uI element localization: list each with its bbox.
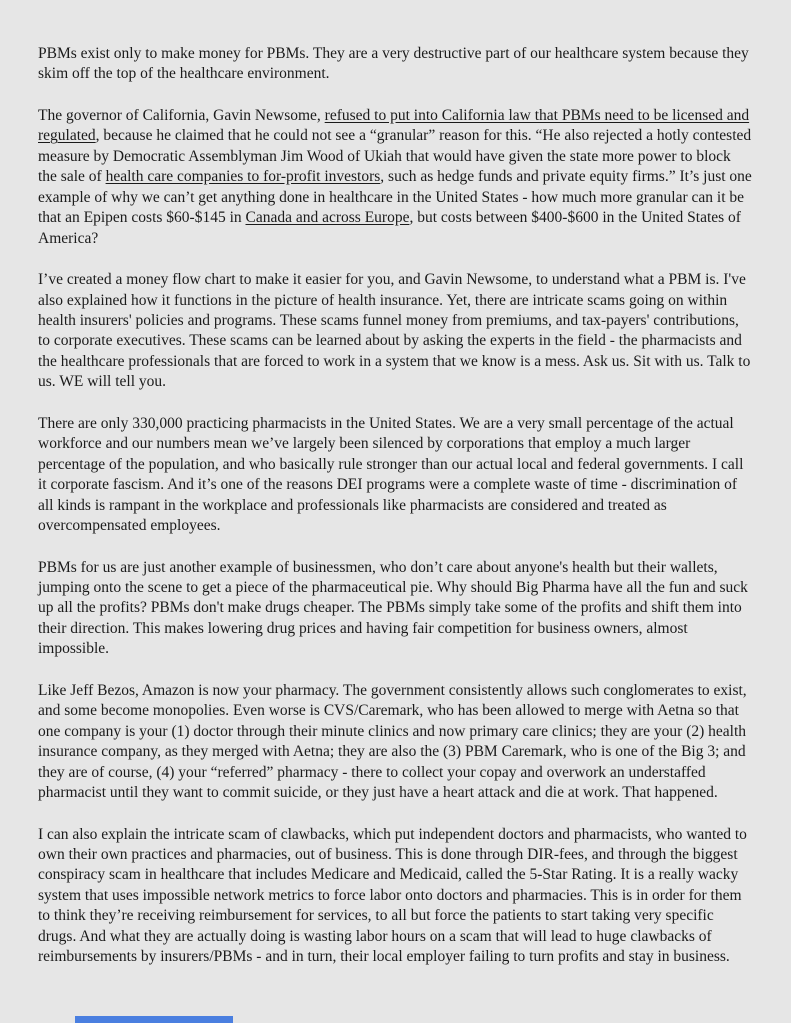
inline-link[interactable]: refused to put into California law that PBMs need to be licensed and regulated (38, 106, 750, 145)
inline-link[interactable]: health care companies to for-profit investors (105, 168, 381, 186)
paragraph-4 (38, 414, 753, 537)
paragraph-2 (38, 106, 753, 249)
text-segment: , such as hedge funds and private equity firms.” It’s just one example of why we can’t get anything done in healthcare in the United States - how much more granular can it be that an Epipen costs $60-$145 in (38, 168, 752, 227)
text-segment: I can also explain the intricate scam of clawbacks, which put independent doctors and pharmacists, who wanted to own their own practices and pharmacies, out of business. This is done through DIR-fees, and through the biggest conspiracy scam in healthcare that includes Medicare and Medicaid, called the 5-Star Rating. It is a really wacky system that uses impossible network metrics to force labor onto doctors and pharmacies. This is in order for them to think they’re receiving reimbursement for services, to all but force the patients to start taking very specific drugs. And what they are actually doing is wasting labor hours on a scam that will lead to huge clawbacks of reimbursements by insurers/PBMs - and in turn, their local employer failing to turn profits and stay in business. (38, 825, 747, 966)
text-segment: , but costs between $400-$600 in the United States of America? (38, 209, 741, 247)
paragraph-7 (38, 825, 753, 968)
text-segment: There are only 330,000 practicing pharmacists in the United States. We are a very small percentage of the actual workforce and our numbers mean we’ve largely been silenced by corporations that employ a much larger percentage of the population, and who basically rule stronger than our actual local and federal governments. I call it corporate fascism. And it’s one of the reasons DEI programs were a complete waste of time - discrimination of all kinds is rampant in the workplace and professionals like pharmacists are considered and treated as overcompensated employees. (38, 414, 744, 535)
paragraph-3 (38, 270, 753, 393)
text-segment: PBMs exist only to make money for PBMs. They are a very destructive part of our healthcare system because they skim off the top of the healthcare environment. (38, 45, 749, 83)
bottom-partial-element[interactable] (75, 1016, 233, 1023)
inline-link[interactable]: Canada and across Europe (245, 209, 410, 227)
paragraph-6 (38, 681, 753, 804)
text-segment: The governor of California, Gavin Newsome, (38, 106, 325, 124)
text-segment: I’ve created a money flow chart to make it easier for you, and Gavin Newsome, to understand what a PBM is. I've also explained how it functions in the picture of health insurance. Yet, there are intricate scams going on within health insurers' policies and programs. These scams funnel money from premiums, and tax-payers' contributions, to corporate executives. These scams can be learned about by asking the experts in the field - the pharmacists and the healthcare professionals that are forced to work in a system that we know is a mess. Ask us. Sit with us. Talk to us. WE will tell you. (38, 271, 751, 391)
text-segment: , because he claimed that he could not see a “granular” reason for this. “He also rejected a hotly contested measure by Democratic Assemblyman Jim Wood of Ukiah that would have given the state more power to block the sale of (38, 127, 752, 186)
paragraph-5 (38, 558, 753, 660)
paragraph-1 (38, 44, 753, 85)
text-segment: PBMs for us are just another example of businessmen, who don’t care about anyone's health but their wallets, jumping onto the scene to get a piece of the pharmaceutical pie. Why should Big Pharma have all the fun and suck up all the profits? PBMs don't make drugs cheaper. The PBMs simply take some of the profits and shift them into their direction. This makes lowering drug prices and having fair competition for business owners, almost impossible. (38, 558, 748, 658)
text-segment: Like Jeff Bezos, Amazon is now your pharmacy. The government consistently allows such conglomerates to exist, and some become monopolies. Even worse is CVS/Caremark, who has been allowed to merge with Aetna so that one company is your (1) doctor through their minute clinics and now primary care clinics; they are your (2) health insurance company, as they merged with Aetna; they are also the (3) PBM Caremark, who is one of the Big 3; and they are of course, (4) your “referred” pharmacy - there to collect your copay and overwork an understaffed pharmacist until they want to commit suicide, or they just have a heart attack and die at work. That happened. (38, 681, 747, 802)
